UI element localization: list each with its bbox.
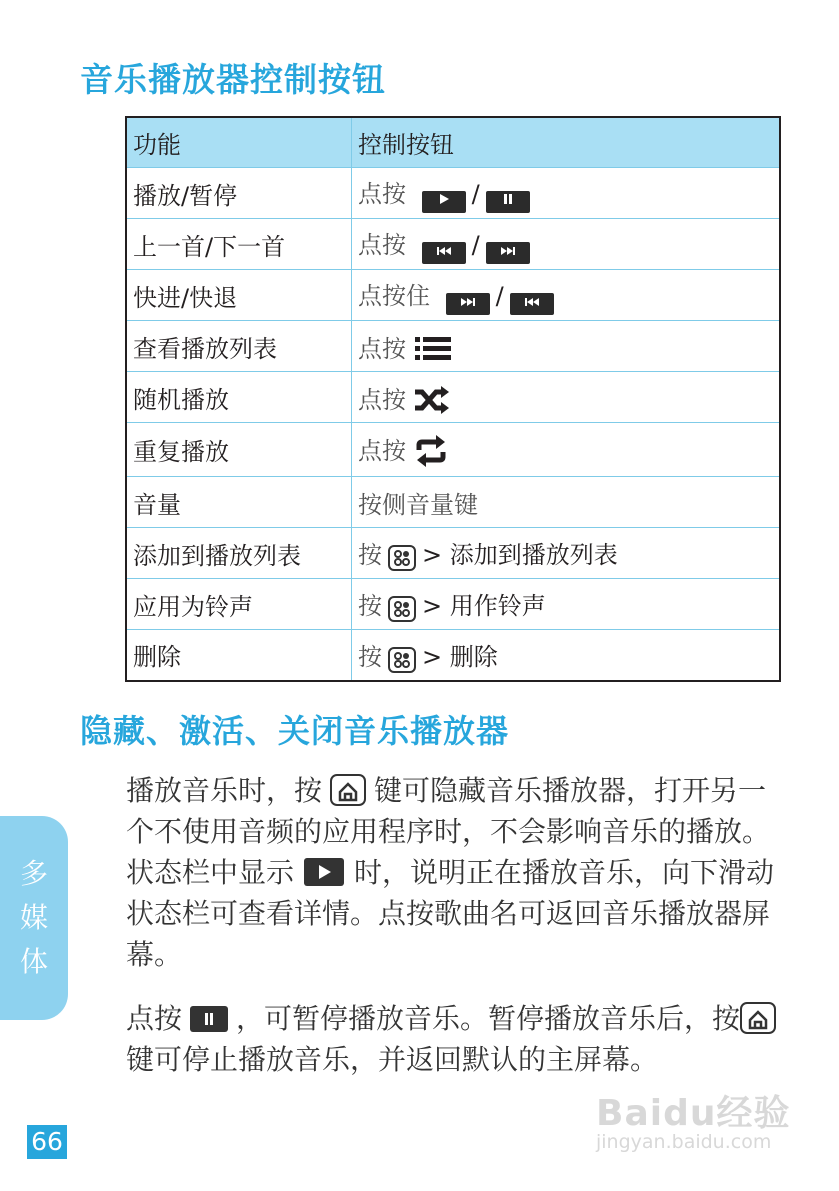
row-function: 添加到播放列表 <box>126 528 352 579</box>
action-text: 点按 <box>358 334 406 363</box>
separator: / <box>495 281 504 310</box>
menu-key-icon <box>388 647 416 673</box>
paragraph-text: 时，说明正在播放音乐，向下滑动状态栏可查看详情。点按歌曲名可返回音乐播放器屏幕。 <box>126 856 775 971</box>
row-control <box>352 528 781 579</box>
paragraph-text: 播放音乐时，按 <box>126 774 323 807</box>
table-row <box>126 372 780 423</box>
row-function: 快进/快退 <box>126 270 352 321</box>
chapter-char: 体 <box>19 945 48 978</box>
watermark-logo: Baidu经验 <box>596 1093 791 1134</box>
header-function: 功能 <box>126 117 352 168</box>
chapter-char: 多 <box>19 857 48 890</box>
fast-forward-icon <box>446 293 490 315</box>
menu-target: > 用作铃声 <box>422 592 546 620</box>
pause-icon <box>190 1006 228 1032</box>
table-row <box>126 423 780 477</box>
table-row <box>126 168 780 219</box>
row-function: 查看播放列表 <box>126 321 352 372</box>
home-key-icon <box>330 774 366 806</box>
table-row <box>126 630 780 681</box>
row-function: 播放/暂停 <box>126 168 352 219</box>
separator: / <box>471 230 480 259</box>
table-row <box>126 477 780 528</box>
menu-key-icon <box>388 596 416 622</box>
repeat-icon <box>414 437 448 465</box>
play-status-icon <box>304 858 344 886</box>
menu-key-icon <box>388 545 416 571</box>
table-row <box>126 579 780 630</box>
separator: / <box>471 179 480 208</box>
table-header-row <box>126 117 780 168</box>
row-function: 上一首/下一首 <box>126 219 352 270</box>
menu-target: > 删除 <box>422 642 498 671</box>
page-number: 66 <box>27 1125 67 1159</box>
row-control <box>352 423 781 477</box>
next-icon <box>486 242 530 264</box>
row-function: 随机播放 <box>126 372 352 423</box>
paragraph-text: ，可暂停播放音乐。暂停播放音乐后，按 <box>236 1002 741 1035</box>
menu-target: > 添加到播放列表 <box>422 541 618 569</box>
action-text: 点按 <box>358 179 406 208</box>
row-control <box>352 321 781 372</box>
row-function: 重复播放 <box>126 423 352 477</box>
action-text: 点按 <box>358 385 406 414</box>
home-key-icon <box>740 1002 776 1034</box>
paragraph-pause <box>126 998 786 1080</box>
row-control <box>352 579 781 630</box>
action-text: 按 <box>358 642 382 671</box>
action-text: 点按 <box>358 437 406 465</box>
row-control <box>352 477 781 528</box>
rewind-icon <box>510 293 554 315</box>
table-row <box>126 219 780 270</box>
action-text: 按 <box>358 541 382 569</box>
section-title-controls: 音乐播放器控制按钮 <box>80 60 386 99</box>
watermark-url: jingyan.baidu.com <box>596 1131 772 1153</box>
paragraph-hide-player <box>126 770 786 975</box>
action-text: 按 <box>358 592 382 620</box>
play-icon <box>422 191 466 213</box>
row-control <box>352 372 781 423</box>
chapter-char: 媒 <box>19 901 48 934</box>
row-function: 音量 <box>126 477 352 528</box>
pause-icon <box>486 191 530 213</box>
row-control <box>352 630 781 681</box>
shuffle-icon <box>414 386 450 414</box>
paragraph-text: 点按 <box>126 1002 183 1035</box>
header-control: 控制按钮 <box>352 117 781 168</box>
controls-table <box>125 116 781 682</box>
action-text: 点按住 <box>358 281 430 310</box>
table-row <box>126 321 780 372</box>
paragraph-text: 键可停止播放音乐，并返回默认的主屏幕。 <box>126 1043 659 1076</box>
row-function: 删除 <box>126 630 352 681</box>
row-control <box>352 219 781 270</box>
table-row <box>126 270 780 321</box>
section-title-hide: 隐藏、激活、关闭音乐播放器 <box>80 712 510 750</box>
row-control <box>352 168 781 219</box>
action-text: 点按 <box>358 230 406 259</box>
previous-icon <box>422 242 466 264</box>
table-row <box>126 528 780 579</box>
row-control <box>352 270 781 321</box>
action-text: 按侧音量键 <box>358 490 478 519</box>
paragraph-text: 键可隐藏音乐播放器，打开另一个不使用音频的应用程序时，不会影响音乐的播放。状态栏中显示 <box>126 774 771 889</box>
playlist-icon <box>414 335 452 363</box>
chapter-tab <box>0 816 68 1020</box>
row-function: 应用为铃声 <box>126 579 352 630</box>
